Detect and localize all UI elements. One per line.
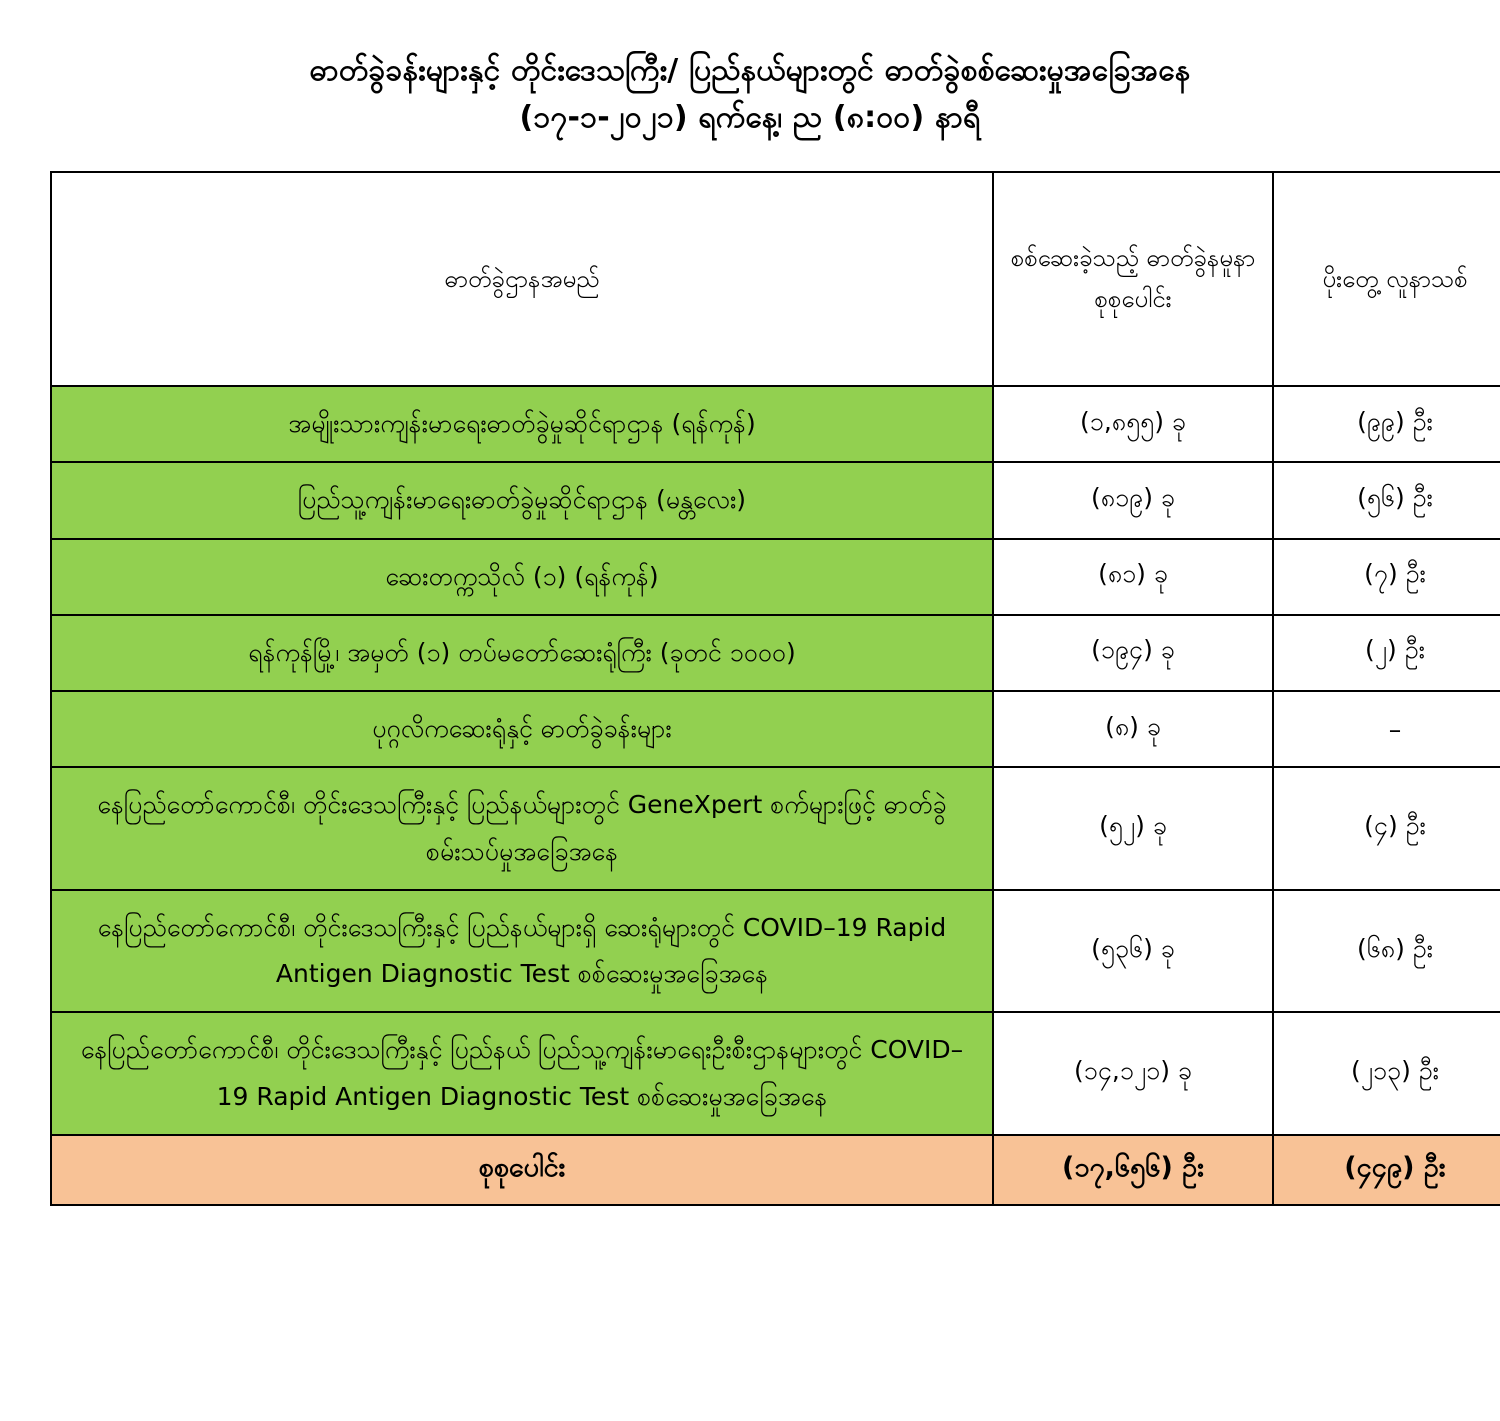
- table-row: [51, 539, 1500, 615]
- lab-name-cell: နေပြည်တော်ကောင်စီ၊ တိုင်းဒေသကြီးနှင့် ပြည်နယ် ပြည်သူ့ကျန်းမာရေးဦးစီးဌာနများတွင် COVID–19 Rapid Antigen Diagnostic Test စစ်ဆေးမှုအခြေအနေ: [51, 1012, 993, 1135]
- document-title: [0, 0, 1500, 141]
- samples-cell: (၁,၈၅၅) ခု: [993, 386, 1273, 462]
- title-line-2: (၁၇-၁-၂၀၂၁) ရက်နေ့၊ ည (၈:၀၀) နာရီ: [519, 99, 981, 135]
- report-table-container: [50, 171, 1468, 1206]
- table-header: [51, 172, 1500, 386]
- cases-cell: (၆၈) ဦး: [1273, 890, 1500, 1013]
- table-body: [51, 386, 1500, 1205]
- lab-name-cell: နေပြည်တော်ကောင်စီ၊ တိုင်းဒေသကြီးနှင့် ပြည်နယ်များတွင် GeneXpert စက်များဖြင့် ဓာတ်ခွဲစမ်းသပ်မှုအခြေအနေ: [51, 767, 993, 890]
- column-header-new-cases: ပိုးတွေ့ လူနာသစ်: [1273, 172, 1500, 386]
- total-cases-cell: (၄၄၉) ဦး: [1273, 1135, 1500, 1205]
- title-line-1: ဓာတ်ခွဲခန်းများနှင့် တိုင်းဒေသကြီး/ ပြည်နယ်များတွင် ဓာတ်ခွဲစစ်ဆေးမှုအခြေအနေ: [309, 53, 1191, 88]
- lab-name-cell: ပြည်သူ့ကျန်းမာရေးဓာတ်ခွဲမှုဆိုင်ရာဌာန (မန္တလေး): [51, 462, 993, 538]
- samples-cell: (၅၃၆) ခု: [993, 890, 1273, 1013]
- total-label-cell: စုစုပေါင်း: [51, 1135, 993, 1205]
- table-total-row: [51, 1135, 1500, 1205]
- samples-cell: (၅၂) ခု: [993, 767, 1273, 890]
- lab-name-cell: ရန်ကုန်မြို့၊ အမှတ် (၁) တပ်မတော်ဆေးရုံကြီး (ခုတင် ၁၀၀၀): [51, 615, 993, 691]
- cases-cell: (၂) ဦး: [1273, 615, 1500, 691]
- column-header-lab-name: ဓာတ်ခွဲဌာနအမည်: [51, 172, 993, 386]
- table-row: [51, 890, 1500, 1013]
- lab-name-cell: ဆေးတက္ကသိုလ် (၁) (ရန်ကုန်): [51, 539, 993, 615]
- samples-cell: (၈၁) ခု: [993, 539, 1273, 615]
- table-header-row: [51, 172, 1500, 386]
- cases-cell: (၂၁၃) ဦး: [1273, 1012, 1500, 1135]
- table-row: [51, 386, 1500, 462]
- cases-cell: (၇) ဦး: [1273, 539, 1500, 615]
- table-row: [51, 462, 1500, 538]
- table-row: [51, 1012, 1500, 1135]
- lab-name-cell: နေပြည်တော်ကောင်စီ၊ တိုင်းဒေသကြီးနှင့် ပြည်နယ်များရှိ ဆေးရုံများတွင် COVID–19 Rapid Antigen Diagnostic Test စစ်ဆေးမှုအခြေအနေ: [51, 890, 993, 1013]
- samples-cell: (၈၁၉) ခု: [993, 462, 1273, 538]
- table-row: [51, 615, 1500, 691]
- total-samples-cell: (၁၇,၆၅၆) ဦး: [993, 1135, 1273, 1205]
- samples-cell: (၁၉၄) ခု: [993, 615, 1273, 691]
- lab-name-cell: အမျိုးသားကျန်းမာရေးဓာတ်ခွဲမှုဆိုင်ရာဌာန (ရန်ကုန်): [51, 386, 993, 462]
- cases-cell: (၅၆) ဦး: [1273, 462, 1500, 538]
- cases-cell: (၄) ဦး: [1273, 767, 1500, 890]
- lab-name-cell: ပုဂ္ဂလိကဆေးရုံနှင့် ဓာတ်ခွဲခန်းများ: [51, 691, 993, 767]
- lab-testing-table: [50, 171, 1500, 1206]
- samples-cell: (၁၄,၁၂၁) ခု: [993, 1012, 1273, 1135]
- table-row: [51, 691, 1500, 767]
- table-row: [51, 767, 1500, 890]
- samples-cell: (၈) ခု: [993, 691, 1273, 767]
- column-header-total-samples: စစ်ဆေးခဲ့သည့် ဓာတ်ခွဲနမူနာ စုစုပေါင်း: [993, 172, 1273, 386]
- cases-cell: –: [1273, 691, 1500, 767]
- cases-cell: (၉၉) ဦး: [1273, 386, 1500, 462]
